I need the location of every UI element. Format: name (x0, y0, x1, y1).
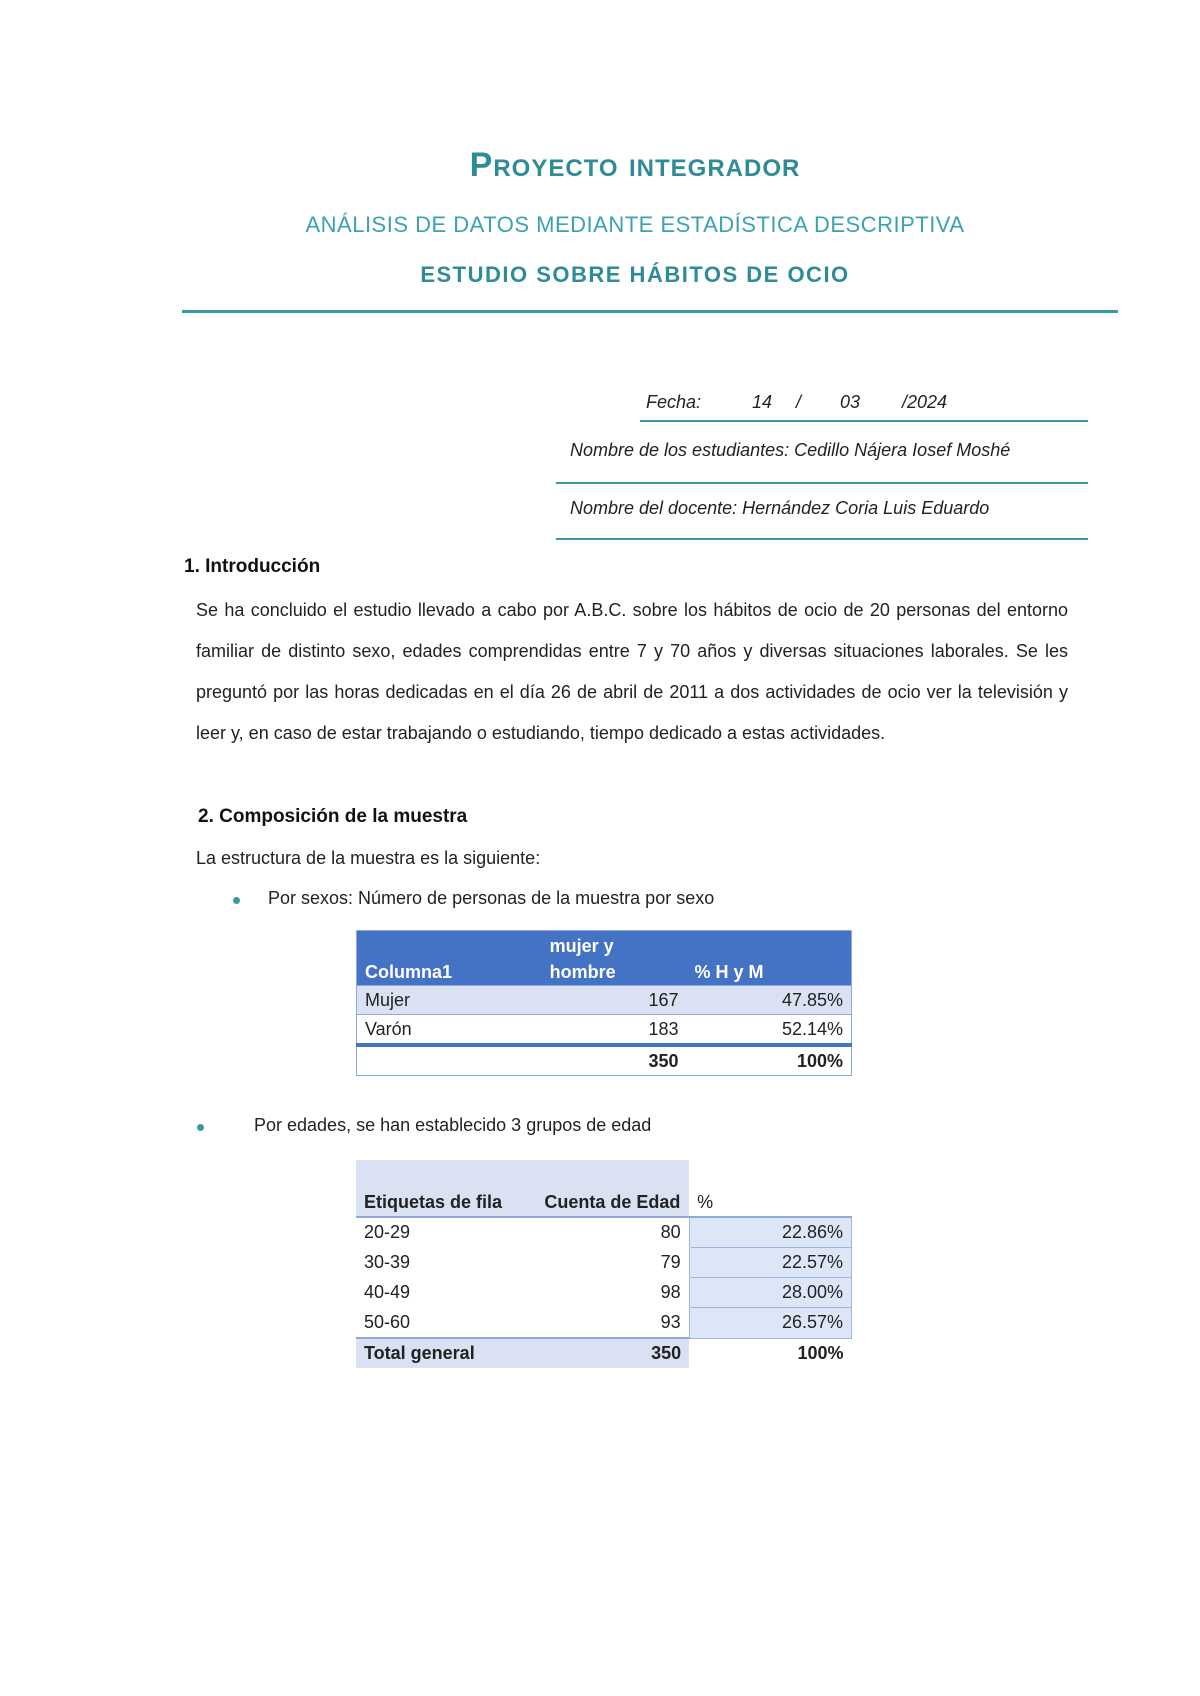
teacher-name: Nombre del docente: Hernández Coria Luis Eduardo (570, 498, 990, 518)
table-row (356, 1217, 852, 1248)
intro-paragraph: Se ha concluido el estudio llevado a cabo por A.B.C. sobre los hábitos de ocio de 20 personas del entorno familiar de distinto sexo, edades comprendidas entre 7 y 70 años y diversas situaciones laborales. Se les preguntó por las horas dedicadas en el día 26 de abril de 2011 a dos actividades de ocio ver la televisión y leer y, en caso de estar trabajando o estudiando, tiempo dedicado a estas actividades. (196, 600, 1068, 743)
age-header-col3: % (689, 1160, 851, 1217)
table-total-row (357, 1045, 852, 1076)
age-table (356, 1160, 852, 1368)
total-count: 350 (536, 1338, 689, 1368)
row-count: 98 (536, 1278, 689, 1308)
row-count: 183 (648, 1018, 679, 1039)
date-field (640, 388, 1088, 422)
bullet-age: Por edades, se han establecido 3 grupos de edad (254, 1115, 652, 1135)
title-divider (182, 310, 1118, 313)
row-count: 93 (536, 1308, 689, 1339)
age-header-col2: Cuenta de Edad (536, 1160, 689, 1217)
bullet-sex: Por sexos: Número de personas de la muestra por sexo (268, 888, 715, 908)
total-pct: 100% (686, 1045, 851, 1076)
document-subtitle: ANÁLISIS DE DATOS MEDIANTE ESTADÍSTICA DESCRIPTIVA (305, 212, 965, 237)
sex-table-header (357, 931, 852, 986)
row-label: Varón (365, 1018, 412, 1039)
date-separator: / (796, 392, 802, 412)
total-count: 350 (542, 1045, 687, 1076)
document-study-title: ESTUDIO SOBRE HÁBITOS DE OCIO (420, 262, 850, 287)
row-pct: 22.57% (689, 1248, 851, 1278)
students-name: Nombre de los estudiantes: Cedillo Nájera Iosef Moshé (570, 440, 1011, 460)
age-table-header (356, 1160, 852, 1217)
teacher-field (556, 494, 1088, 540)
row-pct: 26.57% (689, 1308, 851, 1339)
sample-intro: La estructura de la muestra es la siguiente: (196, 848, 541, 868)
document-title: Proyecto integrador (469, 146, 801, 184)
row-count: 80 (536, 1217, 689, 1248)
row-label: Mujer (365, 989, 411, 1010)
age-header-col1: Etiquetas de fila (356, 1160, 536, 1217)
date-year: /2024 (902, 392, 948, 412)
row-pct: 47.85% (781, 989, 843, 1010)
sex-header-col3: % H y M (694, 962, 764, 982)
date-month: 03 (840, 392, 861, 412)
table-row (356, 1308, 852, 1339)
row-label: 20-29 (356, 1217, 536, 1248)
date-label: Fecha: (646, 392, 702, 412)
bullet-icon (233, 897, 240, 904)
bullet-icon (197, 1124, 204, 1131)
total-label (357, 1045, 542, 1076)
table-row (357, 986, 852, 1015)
row-pct: 22.86% (689, 1217, 851, 1248)
section-heading-intro: 1. Introducción (184, 556, 321, 577)
sex-header-col2: mujer y hombre (549, 936, 616, 982)
table-row (356, 1248, 852, 1278)
row-count: 167 (648, 989, 679, 1010)
date-day: 14 (752, 392, 773, 412)
sex-header-col1: Columna1 (365, 962, 453, 982)
row-label: 30-39 (356, 1248, 536, 1278)
row-pct: 52.14% (781, 1018, 843, 1039)
table-row (357, 1015, 852, 1046)
row-label: 40-49 (356, 1278, 536, 1308)
section-heading-sample: 2. Composición de la muestra (198, 806, 468, 827)
students-field (556, 436, 1088, 484)
row-count: 79 (536, 1248, 689, 1278)
sex-table (356, 930, 852, 1076)
table-total-row (356, 1338, 852, 1368)
table-row (356, 1278, 852, 1308)
total-label: Total general (356, 1338, 536, 1368)
total-pct: 100% (797, 1342, 844, 1363)
row-label: 50-60 (356, 1308, 536, 1339)
row-pct: 28.00% (689, 1278, 851, 1308)
